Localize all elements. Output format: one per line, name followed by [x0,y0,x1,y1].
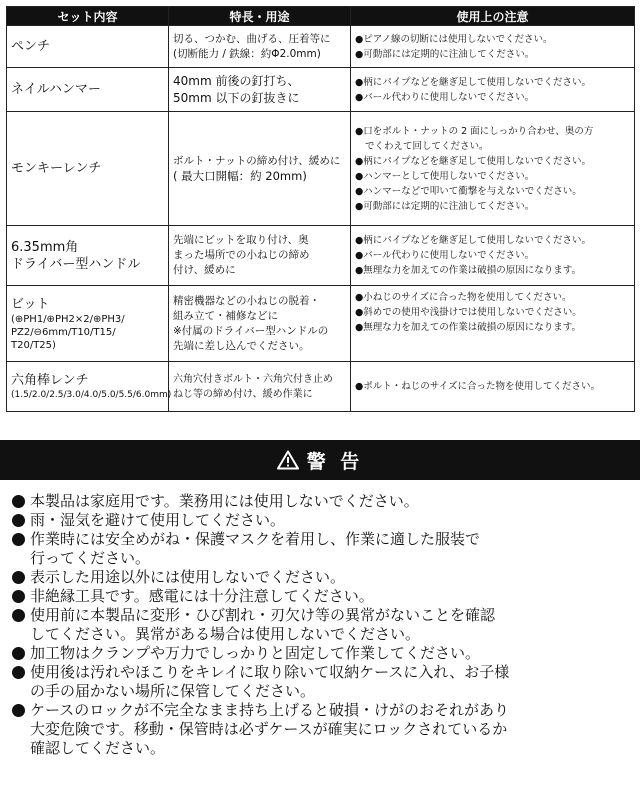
list-item [12,663,632,701]
warning-line: の手の届かない場所に保管してください。 [30,682,316,700]
item-name [7,68,169,112]
note-line: ●ピアノ線の切断には使用しないでください。 [355,33,553,45]
item-notes [351,226,635,286]
item-use-line: 40mm 前後の釘打ち、 [173,73,300,88]
note-line: ●柄にパイプなどを継ぎ足して使用しないでください。 [355,76,592,88]
item-use-line: 精密機器などの小ねじの脱着・ [173,294,320,307]
warning-line: ケースのロックが不完全なまま持ち上げると破損・けがのおそれがあり [30,701,509,719]
warning-line: してください。異常がある場合は使用しないでください。 [30,625,421,643]
item-use [169,26,351,68]
item-use-line: ※付属のドライバー型ハンドルの [173,324,329,337]
spec-table [6,6,635,412]
table-row [7,26,635,68]
bullet-icon [12,514,25,527]
item-name-sub: T20/T25) [11,339,56,351]
item-notes [351,112,635,226]
item-use-line: 切る、つかむ、曲げる、圧着等に [173,32,331,45]
warning-line: 加工物はクランプや万力でしっかりと固定して作業してください。 [30,644,481,662]
note-line: ●ボルト・ねじのサイズに合った物を使用してください。 [355,381,601,392]
warning-header [0,440,640,480]
warning-line: 大変危険です。移動・保管時は必ずケースが確実にロックされているか [30,720,508,738]
list-item [12,701,632,758]
warning-line: 作業時には安全めがね・保護マスクを着用し、作業に適した服装で [30,530,481,548]
item-use [169,68,351,112]
header-features: 特長・用途 [169,7,351,26]
table-row [7,286,635,362]
item-use-line: 50mm 以下の釘抜きに [173,90,300,105]
note-line: ●口をボルト・ナットの 2 面にしっかり合わせ、奥の方 [355,125,594,137]
warning-list [12,492,632,758]
item-name [7,112,169,226]
item-name-line: 6.35mm角 [11,239,79,255]
item-notes [351,362,635,412]
item-use-line: 付け、緩めに [173,264,236,276]
note-line: ●バール代わりに使用しないでください。 [355,250,535,261]
note-line: ●ハンマーなどで叩いて衝撃を与えないでください。 [355,185,582,197]
item-notes [351,286,635,362]
table-row [7,226,635,286]
warning-line: 非絶縁工具です。感電には十分注意してください。 [30,587,374,605]
item-use-line: 組み立て・補修などに [173,309,278,322]
item-use-line: ねじ等の締め付け、緩め作業に [173,388,313,400]
item-use-line: ボルト・ナットの締め付け、緩めに [173,154,341,167]
item-use-line: ( 最大口開幅：約 20mm) [173,168,307,183]
warning-line: 雨・湿気を避けて使用してください。 [30,511,286,529]
item-use-line: 六角穴付きボルト・六角穴付き止め [173,373,333,385]
warning-title: 警 告 [306,450,364,473]
list-item [12,587,632,606]
warning-line: 表示した用途以外には使用しないでください。 [30,568,346,586]
spec-table-header [7,7,635,26]
item-use-line: 先端に差し込んでください。 [173,339,310,352]
item-name-line: ペンチ [11,39,51,54]
bullet-icon [12,590,25,603]
table-row [7,68,635,112]
item-name-line: 六角棒レンチ [11,372,89,388]
item-name-line: ビット [11,296,50,312]
item-use-line: まった場所での小ねじの締め [173,249,310,261]
list-item [12,530,632,568]
list-item [12,511,632,530]
item-name [7,286,169,362]
list-item [12,644,632,663]
bullet-icon [12,533,25,546]
item-name [7,226,169,286]
warning-triangle-icon [277,450,299,470]
item-name-line: ネイルハンマー [11,82,101,97]
bullet-icon [12,609,25,622]
item-use-line: (切断能力 / 鉄線：約Φ2.0mm) [173,47,321,60]
warning-line: 確認してください。 [30,739,166,757]
item-name-line: ドライバー型ハンドル [11,256,141,272]
warning-line: 使用後は汚れやほこりをキレイに取り除いて収納ケースに入れ、お子様 [30,663,510,681]
item-use-line: 先端にビットを取り付け、奥 [173,234,309,246]
warning-line: 使用前に本製品に変形・ひび割れ・刃欠け等の異常がないことを確認 [30,606,496,624]
list-item [12,606,632,644]
bullet-icon [12,571,25,584]
list-item [12,492,632,511]
item-notes [351,26,635,68]
item-use [169,112,351,226]
item-notes [351,68,635,112]
item-use [169,226,351,286]
item-name [7,362,172,412]
table-row [7,112,635,226]
note-line: ●斜めでの使用や浅掛けでは使用しないでください。 [355,307,582,318]
note-line: ●無理な力を加えての作業は破損の原因になります。 [355,265,582,276]
bullet-icon [12,704,25,717]
note-line: ●バール代わりに使用しないでください。 [355,91,535,103]
note-line: ●無理な力を加えての作業は破損の原因になります。 [355,322,582,333]
bullet-icon [12,647,25,660]
header-set-contents: セット内容 [7,7,169,26]
header-cautions: 使用上の注意 [351,7,635,26]
bullet-icon [12,495,25,508]
warning-line: 行ってください。 [30,549,151,567]
note-line: ●可動部には定期的に注油してください。 [355,48,535,60]
item-name-line: モンキーレンチ [11,161,102,176]
bullet-icon [12,666,25,679]
item-name-sub: (⊕PH1/⊕PH2×2/⊕PH3/ [11,313,125,325]
note-line: ●可動部には定期的に注油してください。 [355,200,535,212]
table-row [7,362,635,412]
note-line: ●小ねじのサイズに合った物を使用してください。 [355,292,572,303]
item-use [169,286,351,362]
item-use [169,362,351,412]
item-name-sub: (1.5/2.0/2.5/3.0/4.0/5.0/5.5/6.0mm) [11,389,172,400]
item-name-sub: PZ2/⊖6mm/T10/T15/ [11,326,116,338]
item-name [7,26,169,68]
note-line: ●ハンマーとして使用しないでください。 [355,170,535,182]
note-line: ●柄にパイプなどを継ぎ足して使用しないでください。 [355,155,592,167]
note-line: でくわえて回してください。 [365,140,489,152]
note-line: ●柄にパイプなどを継ぎ足して使用しないでください。 [355,235,592,246]
warning-line: 本製品は家庭用です。業務用には使用しないでください。 [30,492,419,510]
list-item [12,568,632,587]
